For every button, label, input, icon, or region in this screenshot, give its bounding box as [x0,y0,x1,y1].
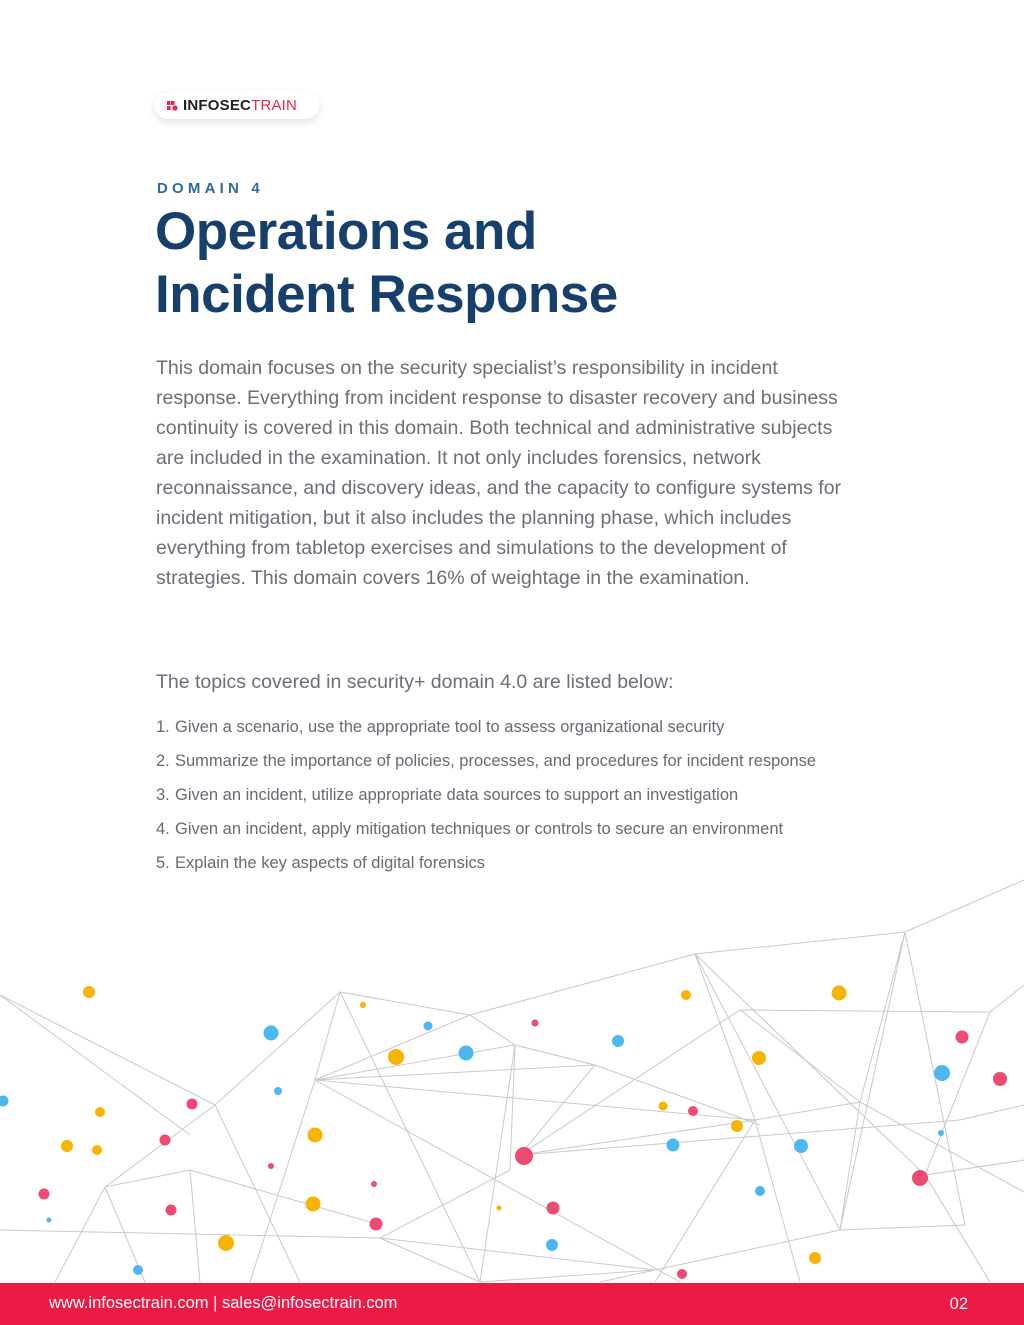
list-item-number: 2. [156,752,170,770]
logo-text-accent: TRAIN [251,97,298,114]
logo-text-primary: INFOSEC [183,97,252,114]
list-item-number: 4. [156,820,170,838]
page-number: 02 [949,1295,968,1313]
list-item [156,749,896,774]
body-paragraph: This domain focuses on the security specialist’s responsibility in incident response. Everything from incident response to disaster recovery and business continuity is covered in this domain. Both technical and administrative subjects are included in the examination. It not only includes forensics, network reconnaissance, and discovery ideas, and the capacity to configure systems for incident mitigation, but it also includes the planning phase, which includes everything from tabletop exercises and simulations to the development of strategies. This domain covers 16% of weightage in the examination. [156,357,842,589]
network-graphic [0,870,1024,1283]
list-item-number: 1. [156,718,170,736]
footer [0,1283,1024,1325]
page-title-line-1: Operations and [155,202,537,261]
list-item-number: 3. [156,786,170,804]
list-item-text: Given an incident, utilize appropriate data sources to support an investigation [175,786,739,804]
topics-intro: The topics covered in security+ domain 4.0 are listed below: [156,671,674,693]
list-item-text: Given an incident, apply mitigation techniques or controls to secure an environment [175,820,784,838]
list-item-text: Given a scenario, use the appropriate tool to assess organizational security [175,718,725,736]
topics-list [156,715,896,885]
page-title-line-2: Incident Response [155,265,618,324]
list-item [156,817,896,842]
page-title [155,200,855,326]
list-item [156,715,896,740]
infosectrain-logo-icon [167,101,179,111]
logo [154,92,319,119]
list-item [156,783,896,808]
domain-label: DOMAIN 4 [157,180,264,197]
footer-contact-links[interactable]: www.infosectrain.com | sales@infosectrain.com [49,1294,398,1312]
list-item-text: Explain the key aspects of digital forensics [175,854,485,872]
list-item-number: 5. [156,854,170,872]
list-item-text: Summarize the importance of policies, processes, and procedures for incident response [175,752,817,770]
